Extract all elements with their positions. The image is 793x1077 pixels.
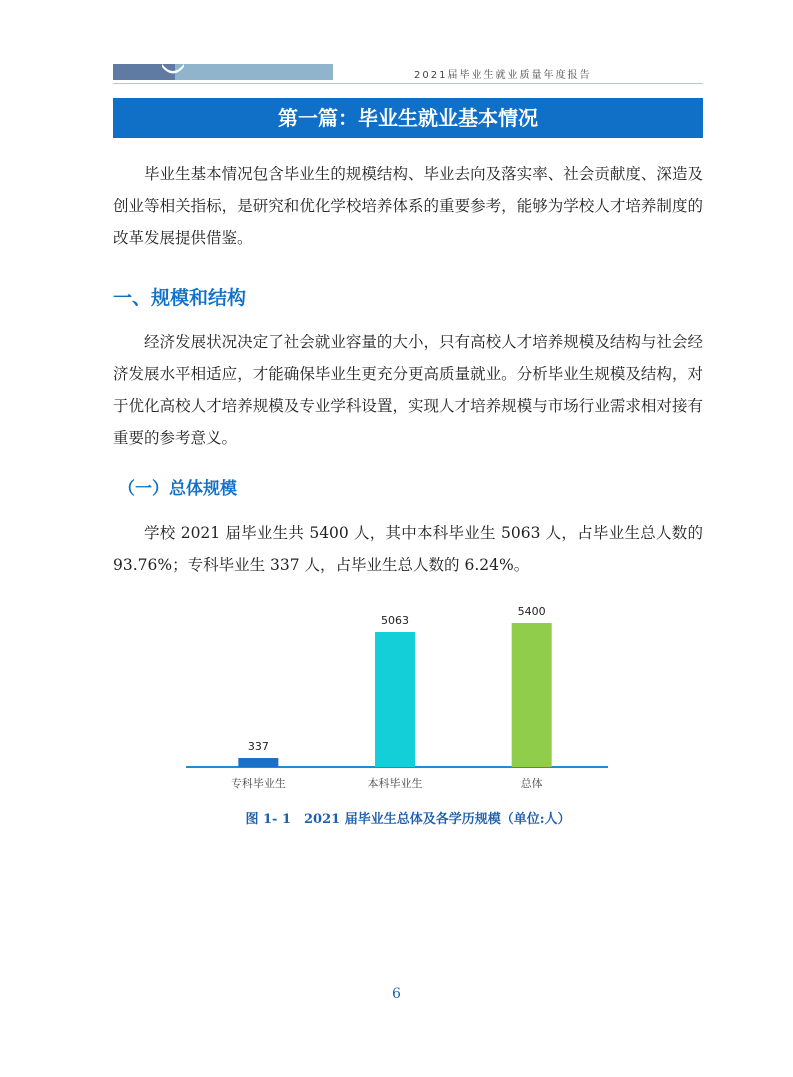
- subsection-paragraph: 学校 2021 届毕业生共 5400 人，其中本科毕业生 5063 人，占毕业生总人数的 93.76%；专科毕业生 337 人，占毕业生总人数的 6.24%。: [113, 524, 703, 574]
- header-decoration-light: [175, 64, 333, 80]
- header-title: 2021届毕业生就业质量年度报告: [414, 70, 592, 81]
- bar-value-label: 337: [247, 740, 269, 754]
- bar-chart-svg: [180, 595, 610, 805]
- bar-value-label: 5400: [517, 605, 546, 618]
- figure-caption: 图 1- 1 2021 届毕业生总体及各学历规模（单位:人）: [245, 812, 571, 827]
- header-divider: [113, 83, 703, 84]
- intro-paragraph-block: [113, 158, 703, 254]
- page-number: 6: [392, 986, 401, 1002]
- subsection-heading: （一）总体规模: [118, 479, 237, 499]
- bar-value-label: 5063: [381, 613, 409, 627]
- section-paragraph: 经济发展状况决定了社会就业容量的大小，只有高校人才培养规模及结构与社会经济发展水平相适应，才能确保毕业生更充分更高质量就业。分析毕业生规模及结构，对于优化高校人才培养规模及专业学科设置，实现人才培养规模与市场行业需求相对接有重要的参考意义。: [113, 333, 703, 447]
- category-tick-label: 专科毕业生: [230, 777, 286, 790]
- intro-paragraph: 毕业生基本情况包含毕业生的规模结构、毕业去向及落实率、社会贡献度、深造及创业等相关指标，是研究和优化学校培养体系的重要参考，能够为学校人才培养制度的改革发展提供借鉴。: [113, 165, 703, 247]
- bar-1: [238, 758, 278, 767]
- bar-2: [375, 632, 415, 767]
- section-heading: 一、规模和结构: [113, 287, 247, 309]
- header-notch-decoration: [162, 64, 184, 80]
- bar-3: [512, 623, 552, 767]
- part-banner: 第一篇：毕业生就业基本情况: [113, 98, 703, 138]
- section-paragraph-block: [113, 326, 703, 454]
- bar-chart: [180, 595, 610, 805]
- category-tick-label: 本科毕业生: [367, 777, 423, 790]
- category-tick-label: 总体: [520, 777, 543, 790]
- subsection-paragraph-block: [113, 517, 703, 581]
